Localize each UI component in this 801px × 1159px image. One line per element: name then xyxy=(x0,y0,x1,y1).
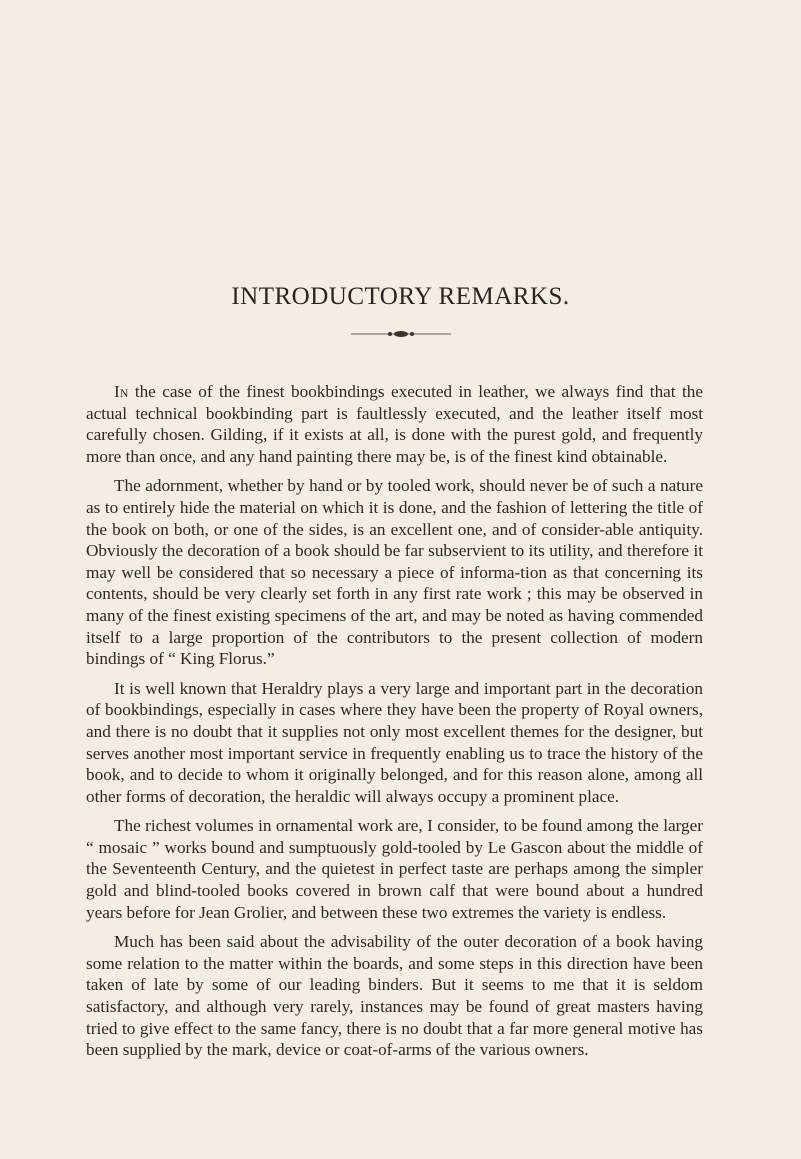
paragraph-5: Much has been said about the advisability of the outer decoration of a book having some relation to the matter within the boards, and some steps in this direction have been taken of late by some of our leading binders. But it seems to me that it is seldom satisfactory, and although very rarely, instances may be found of great masters having tried to give effect to the same fancy, there is no doubt that a far more general motive has been supplied by the mark, device or coat-of-arms of the various owners. xyxy=(86,932,703,1060)
body-text xyxy=(86,381,703,1069)
ornament-rule-icon xyxy=(351,328,451,340)
paragraph-4: The richest volumes in ornamental work are, I consider, to be found among the larger “ mosaic ” works bound and sumptuously gold-tooled by Le Gascon about the middle of the Seventeenth Century, and the quietest in perfect taste are perhaps among the simpler gold and blind-tooled books covered in brown calf that were bound about a hundred years before for Jean Grolier, and between these two extremes the variety is endless. xyxy=(86,816,703,922)
paragraph-3: It is well known that Heraldry plays a very large and important part in the decoration of bookbindings, especially in cases where they have been the property of Royal owners, and there is no doubt that it supplies not only most excellent themes for the designer, but serves another most important service in frequently enabling us to trace the history of the book, and to decide to whom it originally belonged, and for this reason alone, among all other forms of decoration, the heraldic will always occupy a prominent place. xyxy=(86,678,703,806)
page-title: INTRODUCTORY REMARKS. xyxy=(231,283,570,310)
paragraph-text: the case of the finest bookbindings executed in leather, we always find that the actual technical bookbinding part is faultlessly executed, and the leather itself most carefully chosen. Gilding, if it exists at all, is done with the purest gold, and frequently more than once, and any hand painting there may be, is of the finest kind obtainable. xyxy=(86,382,703,466)
paragraph-1 xyxy=(86,381,703,467)
paragraph-lead: In xyxy=(114,382,129,401)
paragraph-2: The adornment, whether by hand or by tooled work, should never be of such a nature as to entirely hide the material on which it is done, and the fashion of lettering the title of the book on both, or one of the sides, is an excellent one, and of consider-able antiquity. Obviously the decoration of a book should be far subservient to its utility, and therefore it may well be considered that so necessary a piece of informa-tion as that concerning its contents, should be very clearly set forth in any first rate work ; this may be observed in many of the finest existing specimens of the art, and may be noted as having commended itself to a large proportion of the contributors to the present collection of modern bindings of “ King Florus.” xyxy=(86,476,703,669)
